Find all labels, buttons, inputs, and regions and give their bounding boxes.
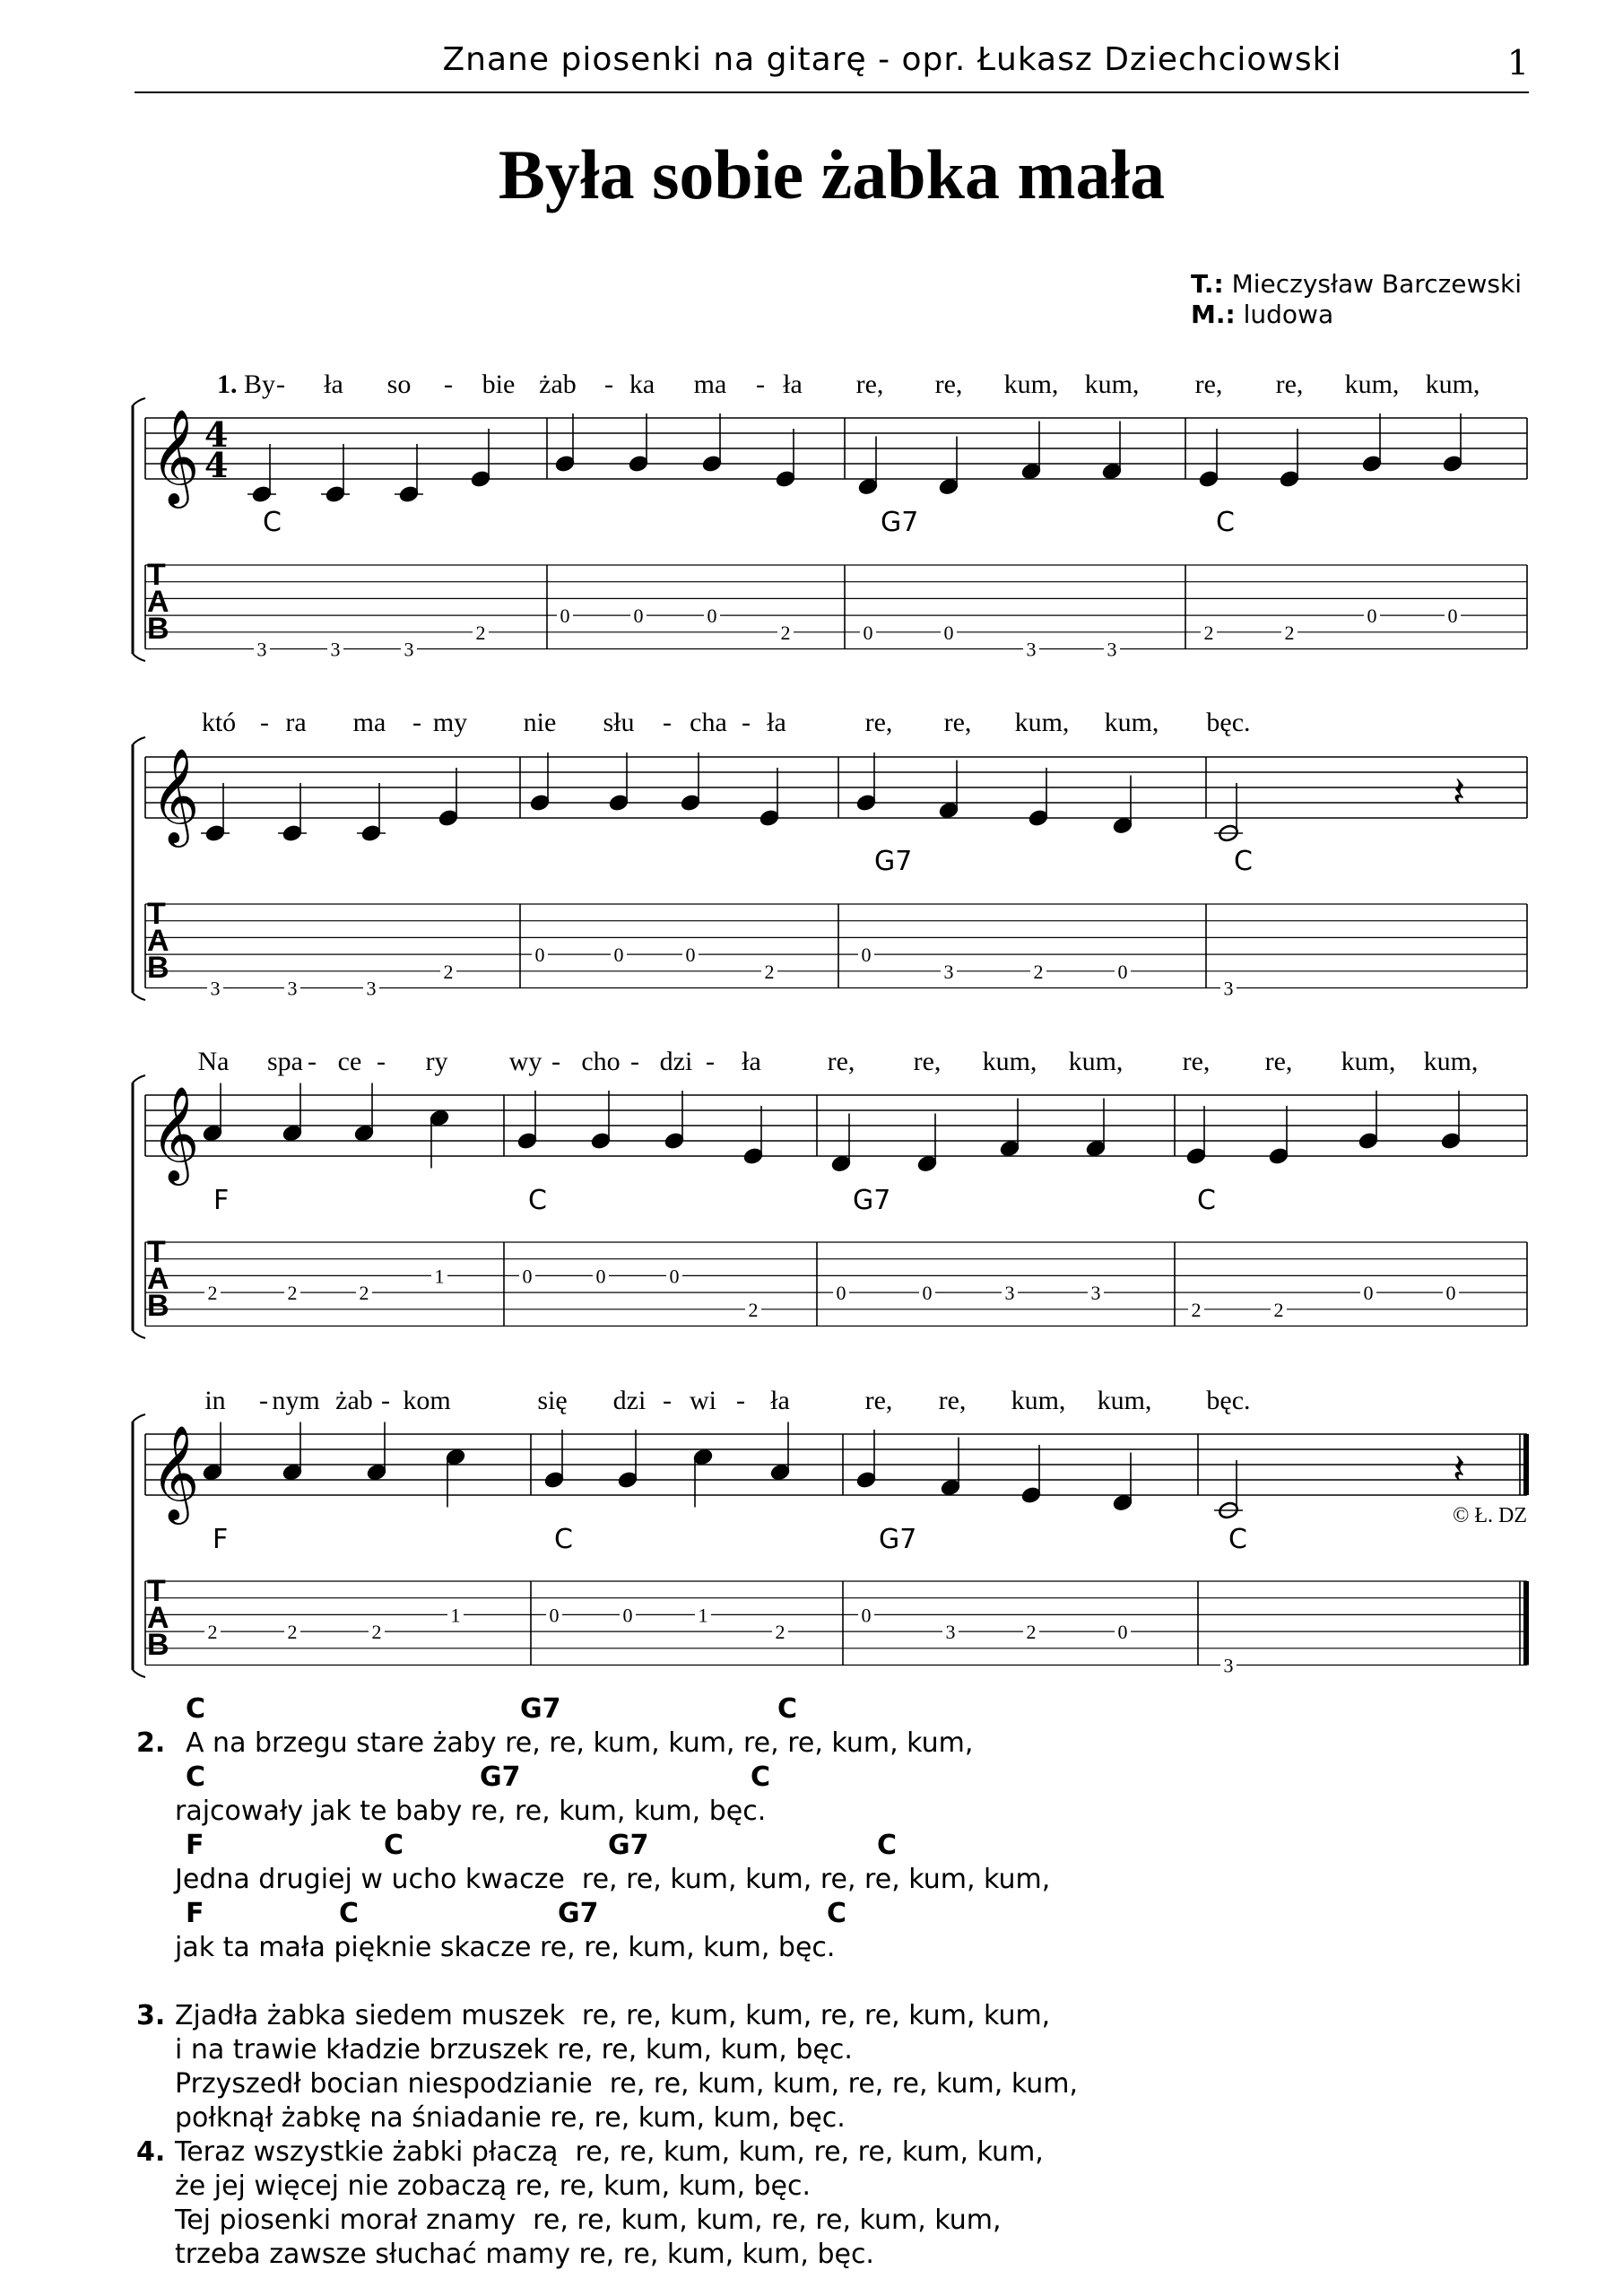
lyric-syllable: - [604,370,613,399]
tab-fret-number: 0 [1117,960,1128,983]
verse-chord: G7 [608,1830,649,1861]
tab-fret-number: 0 [669,1265,680,1288]
verse-number: 1. [217,370,238,399]
music-author: ludowa [1243,300,1334,329]
lyric-syllable: dzi [659,1047,693,1076]
tab-label-letter: A [147,924,169,958]
lyric-syllable [217,370,275,399]
tab-fret-number: 2 [475,621,486,644]
lyric-syllable: spa [267,1047,303,1076]
verse-line: trzeba zawsze słuchać mamy re, re, kum, kum, bęc. [175,2239,874,2270]
verse-chord: F [186,1830,204,1861]
copyright-note: © Ł. DZ [1453,1504,1527,1527]
tab-fret-number: 1 [450,1604,461,1627]
lyric-syllable: bęc. [1206,708,1251,737]
tab-fret-number: 3 [1107,638,1117,661]
lyric-syllable: ka [629,370,655,399]
lyric-syllable: ra [285,708,307,737]
tab-label-letter: B [147,1289,169,1323]
tab-fret-number: 2 [371,1621,382,1644]
text-author-label: T.: [1191,269,1224,299]
quarter-rest-icon: 𝄽 [1453,768,1466,816]
quarter-rest-icon: 𝄽 [1453,1445,1466,1493]
verse-chord: G7 [558,1898,599,1929]
treble-clef-icon: 𝄞 [151,408,200,504]
tab-fret-number: 0 [836,1282,846,1305]
lyric-syllable: ła [783,370,803,399]
tab-fret-number: 2 [1284,621,1295,644]
verse-line: i na trawie kładzie brzuszek re, re, kum, kum, bęc. [175,2034,853,2066]
treble-clef-icon: 𝄞 [151,1085,200,1181]
header-title: Znane piosenki na gitarę - opr. Łukasz Dziechciowski [442,41,1342,78]
lyric-syllable: ła [767,708,786,737]
tab-fret-number: 0 [943,621,954,644]
lyric-syllable: re, [934,370,963,399]
tab-fret-number: 2 [287,1282,298,1305]
lyric-syllable: kom [403,1386,451,1415]
verse-line: Zjadła żabka siedem muszek re, re, kum, kum, re, re, kum, kum, [175,2000,1051,2031]
tab-fret-number: 3 [287,977,298,1000]
tab-fret-number: 3 [210,977,221,1000]
lyric-text: By [237,370,276,399]
verse-chord: G7 [520,1693,561,1725]
verse-chord: F [186,1898,204,1929]
song-title: Była sobie żabka mała [498,135,1166,213]
lyric-syllable: re, [864,1386,893,1415]
verse-chord: C [384,1830,404,1861]
verse-line: jak ta mała pięknie skacze re, re, kum, kum, bęc. [175,1932,836,1963]
bracket-top [133,1075,145,1083]
lyric-syllable: - [377,1047,386,1076]
lyric-syllable: nym [272,1386,320,1415]
verse-line: Przyszedł bocian niespodzianie re, re, kum, kum, re, re, kum, kum, [175,2068,1079,2100]
tab-fret-number: 2 [775,1621,785,1644]
tab-fret-number: 2 [359,1282,369,1305]
verse-line: A na brzegu stare żaby re, re, kum, kum, re, re, kum, kum, [186,1727,974,1759]
lyric-syllable: - [736,1386,745,1415]
lyric-syllable: - [259,1386,268,1415]
tab-fret-number: 3 [1223,1654,1234,1677]
tab-fret-number: 3 [1026,638,1037,661]
tab-fret-number: 0 [685,944,696,967]
tab-label-letter: A [147,1262,169,1296]
lyric-syllable: - [551,1047,560,1076]
tab-fret-number: 0 [595,1265,606,1288]
tab-fret-number: 2 [780,621,791,644]
tab-fret-number: 0 [549,1604,560,1627]
lyric-syllable: kum, [1344,370,1400,399]
tab-fret-number: 0 [863,621,873,644]
chord-label: C [528,1185,547,1216]
treble-clef-icon: 𝄞 [151,1424,200,1520]
tab-fret-number: 2 [1033,960,1044,983]
verse-chord: C [339,1898,360,1929]
lyric-syllable: kum, [1104,708,1159,737]
verse-line: Teraz wszystkie żabki płaczą re, re, kum, kum, re, re, kum, kum, [175,2136,1044,2168]
lyric-syllable: bęc. [1206,1386,1251,1415]
tab-label-letter: T [147,897,166,931]
lyric-syllable: kum, [1003,370,1059,399]
tab-fret-number: 0 [707,604,717,628]
lyric-syllable: kum, [1423,1047,1479,1076]
tab-fret-number: 2 [748,1298,759,1321]
tab-fret-number: 2 [207,1621,218,1644]
verse-line: Tej piosenki morał znamy re, re, kum, kum, re, re, kum, kum, [175,2205,1002,2236]
lyric-syllable: - [276,370,285,399]
tab-fret-number: 0 [522,1265,533,1288]
verse-chord: C [751,1761,771,1793]
lyric-syllable: ry [425,1047,448,1076]
lyric-syllable: - [630,1047,639,1076]
verse-number: 4. [136,2136,166,2168]
chord-label: C [263,507,282,538]
verse-line: rajcowały jak te baby re, re, kum, kum, bęc. [175,1796,767,1827]
system-3 [133,1047,1527,1338]
tab-fret-number: 2 [207,1282,218,1305]
lyric-syllable: kum, [1014,708,1070,737]
treble-clef-icon: 𝄞 [151,747,200,843]
verse-chord: C [186,1693,206,1725]
tab-fret-number: 0 [622,1604,633,1627]
verse-chord: G7 [480,1761,521,1793]
lyric-syllable: się [537,1386,568,1415]
chord-label: F [213,1185,230,1216]
verse-chord: C [827,1898,847,1929]
verse-line: połknął żabkę na śniadanie re, re, kum, kum, bęc. [175,2102,846,2134]
tab-fret-number: 0 [861,944,872,967]
verse-line: Jedna drugiej w ucho kwacze re, re, kum, kum, re, re, kum, kum, [175,1864,1051,1895]
music-author-label: M.: [1191,300,1236,329]
lyric-syllable: kum, [1068,1047,1124,1076]
lyric-syllable: - [308,1047,317,1076]
verse-chord: C [877,1830,898,1861]
final-barline-thick [1523,1434,1529,1495]
chord-label: C [554,1524,573,1555]
tab-fret-number: 0 [633,604,644,628]
lyric-syllable: re, [938,1386,967,1415]
lyric-syllable: ce [337,1047,362,1076]
tab-fret-number: 3 [330,638,341,661]
lyric-syllable: re, [913,1047,942,1076]
tab-label-letter: B [147,951,169,985]
time-signature-bottom: 4 [204,445,229,485]
lyric-syllable: re, [1264,1047,1293,1076]
tab-fret-number: 3 [945,1621,956,1644]
lyric-syllable: ła [324,370,343,399]
lyric-syllable: - [756,370,765,399]
lyric-syllable: Na [197,1047,230,1076]
lyric-syllable: - [381,1386,390,1415]
lyric-syllable: cha [690,708,727,737]
tab-fret-number: 2 [1191,1298,1202,1321]
lyric-syllable: - [412,708,421,737]
lyric-syllable: ła [770,1386,790,1415]
tab-fret-number: 3 [256,638,267,661]
tab-fret-number: 3 [366,977,377,1000]
tab-fret-number: 3 [943,960,954,983]
lyric-syllable: kum, [1097,1386,1152,1415]
tab-fret-number: 0 [534,944,545,967]
lyric-syllable: kum, [1084,370,1140,399]
tab-label-letter: T [147,558,166,592]
bracket-top [133,398,145,405]
tab-fret-number: 1 [434,1265,445,1288]
page-number: 1 [1506,43,1529,83]
system-4 [133,1386,1529,1677]
lyric-syllable: kum, [1341,1047,1396,1076]
system-1 [133,370,1527,661]
chord-label: G7 [881,507,919,538]
bracket-bottom [133,654,145,661]
text-author: Mieczysław Barczewski [1231,269,1522,299]
tab-fret-number: 2 [287,1621,298,1644]
lyric-syllable: - [444,370,453,399]
lyric-syllable: - [663,1386,672,1415]
tab-fret-number: 0 [1445,1282,1456,1305]
lyric-syllable: ła [742,1047,761,1076]
tab-fret-number: 0 [1117,1621,1128,1644]
tab-fret-number: 0 [613,944,624,967]
lyric-syllable: żab [335,1386,373,1415]
system-2 [133,708,1527,1000]
lyric-syllable: re, [827,1047,855,1076]
tab-fret-number: 1 [698,1604,708,1627]
chord-label: G7 [879,1524,917,1555]
lyric-syllable: dzi [612,1386,647,1415]
lyric-syllable: re, [1194,370,1223,399]
lyric-syllable: słu [603,708,635,737]
verse-number: 3. [136,2000,166,2031]
tab-fret-number: 0 [1363,1282,1374,1305]
tab-fret-number: 2 [764,960,775,983]
tab-fret-number: 2 [443,960,454,983]
lyric-syllable: nie [523,708,557,737]
lyric-syllable: re, [864,708,893,737]
chord-label: C [1228,1524,1247,1555]
chord-label: F [213,1524,229,1555]
bracket-bottom [133,1331,145,1338]
lyric-syllable: - [706,1047,715,1076]
time-signature-top: 4 [204,414,229,455]
bracket-top [133,1414,145,1422]
tab-fret-number: 2 [1203,621,1214,644]
bracket-bottom [133,1670,145,1677]
verse-chord: C [186,1761,206,1793]
verse-chord: C [777,1693,798,1725]
tab-fret-number: 0 [1447,604,1458,628]
lyric-syllable: ma [352,708,386,737]
tab-fret-number: 0 [560,604,570,628]
lyric-syllable: in [204,1386,226,1415]
lyric-syllable: kum, [982,1047,1037,1076]
tab-fret-number: 2 [1026,1621,1037,1644]
lyric-syllable: re, [1182,1047,1211,1076]
lyric-syllable: żab [539,370,577,399]
lyric-syllable: cho [581,1047,621,1076]
bracket-top [133,737,145,744]
tab-fret-number: 3 [1004,1282,1015,1305]
final-barline-thick [1523,1581,1529,1665]
tab-label-letter: B [147,1628,169,1662]
tab-label-letter: A [147,1601,169,1635]
verse-line: że jej więcej nie zobaczą re, re, kum, kum, bęc. [175,2170,812,2202]
lyric-syllable: wy [508,1047,542,1076]
lyric-syllable: re, [943,708,972,737]
tab-fret-number: 0 [922,1282,933,1305]
chord-label: C [1234,846,1253,877]
chord-label: G7 [874,846,913,877]
lyric-syllable: kum, [1011,1386,1066,1415]
tab-label-letter: T [147,1574,166,1608]
lyric-syllable: re, [855,370,884,399]
lyric-syllable: któ [201,708,237,737]
tab-fret-number: 0 [1367,604,1377,628]
tab-label-letter: T [147,1235,166,1269]
tab-label-letter: B [147,612,169,646]
chord-label: C [1216,507,1235,538]
tab-label-letter: A [147,585,169,619]
tab-fret-number: 2 [1273,1298,1284,1321]
tab-fret-number: 0 [861,1604,872,1627]
lyric-syllable: ma [693,370,727,399]
lyric-syllable: - [260,708,269,737]
tab-fret-number: 3 [1223,977,1234,1000]
lyric-syllable: my [432,708,468,737]
lyric-syllable: wi [690,1386,716,1415]
lyric-syllable: re, [1275,370,1304,399]
verse-number: 2. [136,1727,166,1759]
lyric-syllable: bie [482,370,516,399]
lyric-syllable: so [386,370,412,399]
bracket-bottom [133,993,145,1000]
tab-fret-number: 3 [1090,1282,1101,1305]
chord-label: C [1197,1185,1216,1216]
chord-label: G7 [853,1185,891,1216]
lyric-syllable: kum, [1425,370,1480,399]
lyric-syllable: - [663,708,672,737]
tab-fret-number: 3 [404,638,414,661]
lyric-syllable: - [742,708,751,737]
